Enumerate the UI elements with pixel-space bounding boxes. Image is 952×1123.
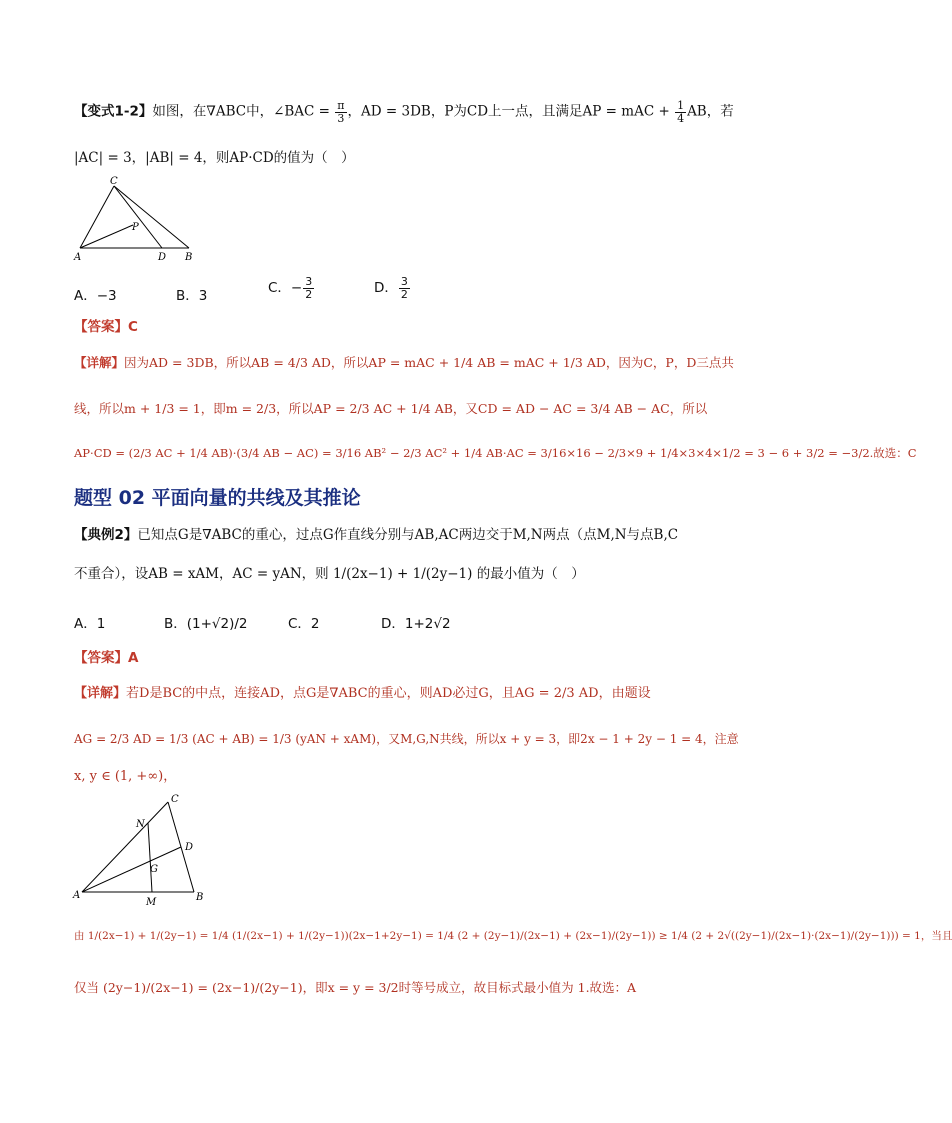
example-detail-line3: x, y ∈ (1, +∞)，	[74, 769, 177, 784]
fig1-label-b: B	[185, 252, 193, 263]
variant-text2: ，AD = 3DB，P为CD上一点，且满足AP = mAC +	[347, 103, 670, 120]
variant-text3: AB，若	[687, 103, 734, 120]
variant-tag: 【变式1-2】	[74, 103, 153, 120]
example-option-c: C．2	[288, 616, 320, 632]
example-detail-line1: 【详解】若D是BC的中点，连接AD，点G是∇ABC的重心，则AD必过G，且AG = 2/3 AD，由题设	[74, 686, 651, 701]
variant-option-b: B．3	[176, 288, 208, 304]
variant-detail-line2: 线，所以m + 1/3 = 1，即m = 2/3，所以AP = 2/3 AC + 1/4 AB，又CD = AD − AC = 3/4 AB − AC，所以	[74, 401, 708, 416]
fig2-median-ad	[82, 847, 181, 892]
fig1-side-ac	[80, 186, 114, 248]
fig2-line-mn	[148, 823, 152, 892]
variant-option-a: A．−3	[74, 288, 117, 304]
example-detail-line4: 由 1/(2x−1) + 1/(2y−1) = 1/4 (1/(2x−1) + 1/(2y−1))(2x−1+2y−1) = 1/4 (2 + (2y−1)/(2x−1) + (2x−1)/(2y−1)) ≥ 1/4 (2 + 2√((2y−1)/(2x−1)·(2x−1)/(2y−1))) = 1，当且	[74, 930, 952, 942]
variant-problem-line2: |AC| = 3，|AB| = 4，则AP·CD的值为（ ）	[74, 150, 355, 166]
fig2-label-d: D	[185, 842, 194, 853]
fig1-label-a: A	[74, 252, 82, 263]
fig2-label-b: B	[196, 892, 204, 903]
fig1-label-p: P	[132, 222, 139, 233]
fig1-label-c: C	[110, 176, 118, 187]
fig2-label-n: N	[136, 819, 145, 830]
angle-fraction: $\frac{\pi}{3}$	[337, 99, 345, 125]
example-detail-line2: AG = 2/3 AD = 1/3 (AC + AB) = 1/3 (yAN + xAM)，又M,G,N共线，所以x + y = 3，即2x − 1 + 2y − 1 = 4，注意	[74, 732, 739, 746]
variant-text1: 如图，在∇ABC中，∠BAC =	[152, 103, 330, 120]
triangle-figure-2	[70, 790, 210, 908]
fig1-label-d: D	[158, 252, 167, 263]
fig2-label-c: C	[171, 794, 179, 805]
example-detail-line5: 仅当 (2y−1)/(2x−1) = (2x−1)/(2y−1)，即x = y = 3/2时等号成立，故目标式最小值为 1.故选：A	[74, 980, 637, 995]
variant-answer: 【答案】C	[74, 319, 138, 335]
fig1-segment-cd	[114, 186, 162, 248]
example-option-d: D．1+2√2	[381, 616, 451, 632]
fig2-label-a: A	[73, 890, 81, 901]
variant-problem-line1	[74, 100, 734, 124]
example-line1: 【典例2】已知点G是∇ABC的重心，过点G作直线分别与AB,AC两边交于M,N两点（点M,N与点B,C	[74, 527, 679, 543]
variant-detail-line3: AP·CD = (2/3 AC + 1/4 AB)·(3/4 AB − AC) = 3/16 AB² − 2/3 AC² + 1/4 AB·AC = 3/16×16 − 2/3×9 + 1/4×3×4×1/2 = 3 − 6 + 3/2 = −3/2.故选：C	[74, 446, 917, 460]
example-answer: 【答案】A	[74, 650, 139, 666]
fig2-label-g: G	[150, 864, 158, 875]
quarter-fraction: $\frac{1}{4}$	[677, 99, 685, 125]
fig1-segment-ap	[80, 225, 133, 248]
variant-detail-line1: 【详解】因为AD = 3DB，所以AB = 4/3 AD，所以AP = mAC + 1/4 AB = mAC + 1/3 AD，因为C，P，D三点共	[74, 355, 734, 370]
triangle-figure-1	[72, 178, 197, 263]
example-option-a: A．1	[74, 616, 106, 632]
fig2-side-ac	[82, 802, 168, 892]
variant-option-c: C．− $\frac{3}{2}$	[268, 275, 313, 301]
fig2-label-m: M	[146, 897, 157, 908]
example-option-b: B．(1+√2)/2	[164, 616, 248, 632]
variant-option-d: D． $\frac{3}{2}$	[374, 275, 408, 301]
section-heading: 题型 02 平面向量的共线及其推论	[74, 487, 361, 509]
example-line2: 不重合），设AB = xAM，AC = yAN，则 1/(2x−1) + 1/(2y−1) 的最小值为（ ）	[74, 566, 585, 582]
fig1-side-cb	[114, 186, 189, 248]
